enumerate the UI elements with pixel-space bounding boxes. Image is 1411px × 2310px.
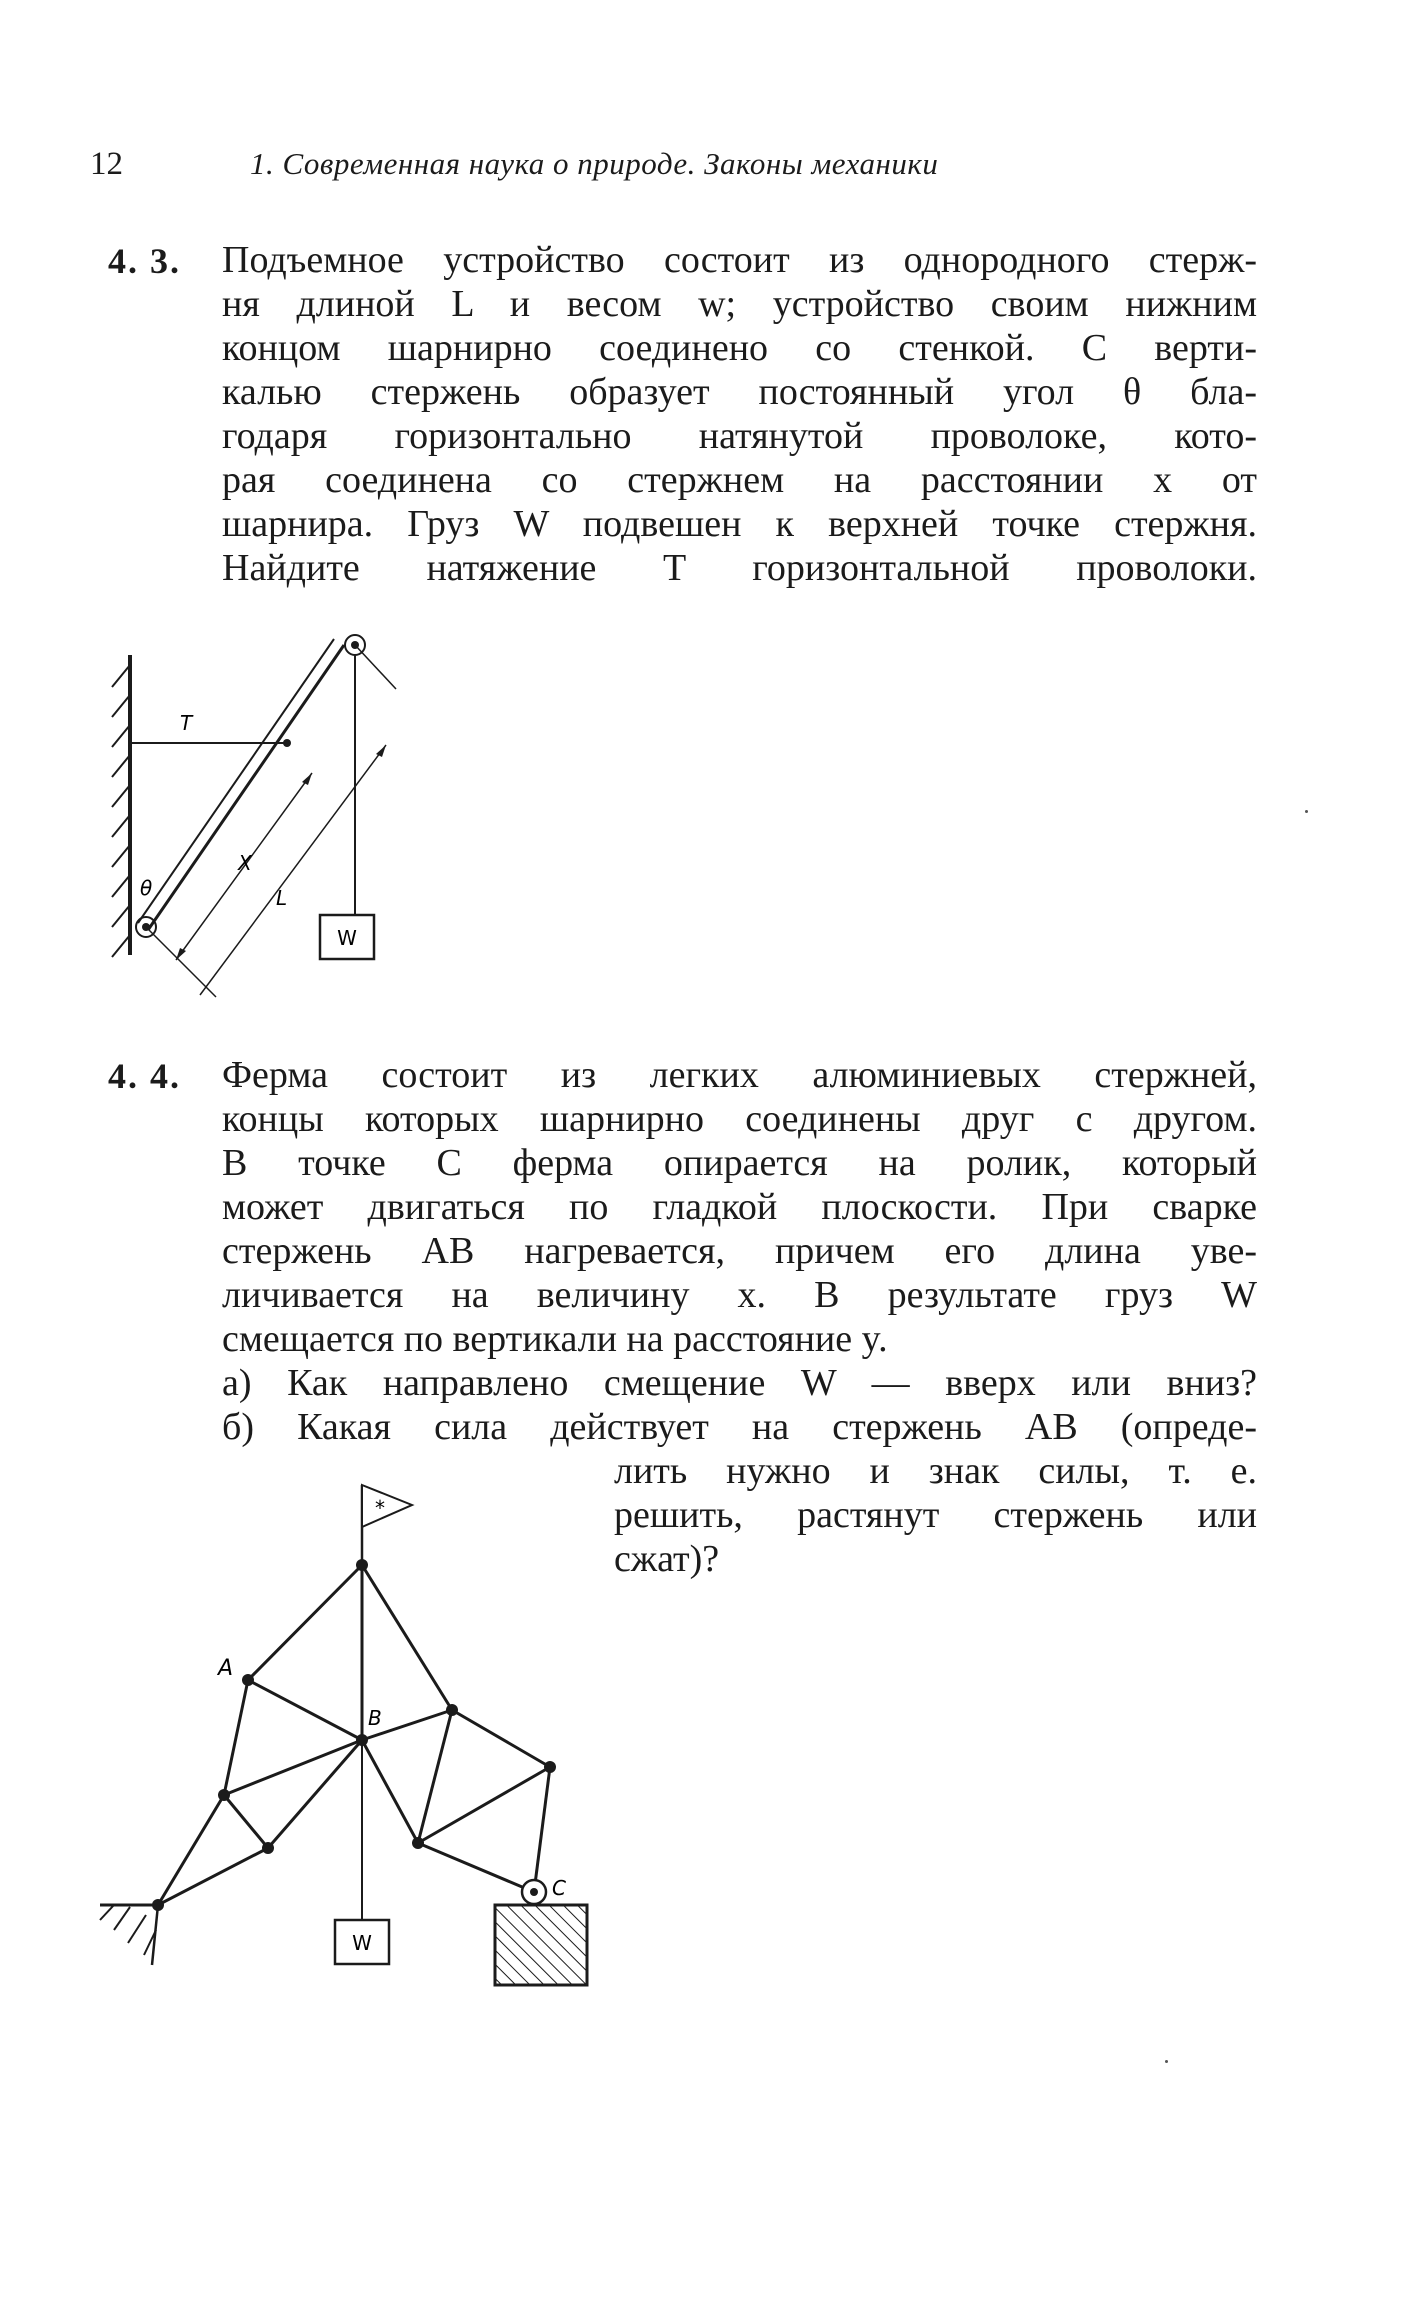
label-C: C	[552, 1876, 566, 1900]
question-b-line: лить нужно и знак силы, т. е.	[614, 1450, 1257, 1492]
problem-4-3-line: калью стержень образует постоянный угол θ бла-	[222, 371, 1257, 413]
print-speck	[1165, 2060, 1168, 2063]
problem-4-3-line: рая соединена со стержнем на расстоянии x от	[222, 459, 1257, 501]
label-W: W	[352, 1931, 372, 1955]
label-x: X	[238, 851, 252, 875]
flag	[362, 1485, 412, 1527]
page-number: 12	[90, 146, 123, 182]
problem-number-4-3: 4. 3.	[108, 241, 181, 281]
problem-4-3-line: Найдите натяжение T горизонтальной проволоки.	[222, 547, 1257, 589]
problem-4-4-line: концы которых шарнирно соединены друг с другом.	[222, 1098, 1257, 1140]
label-L: L	[276, 886, 288, 910]
label-A: A	[218, 1656, 234, 1681]
truss-members	[158, 1565, 550, 1905]
question-b: б) Какая сила действует на стержень AB (опреде-	[222, 1406, 1257, 1448]
support-block	[495, 1905, 587, 1985]
extension-line-top	[355, 645, 396, 689]
label-B: B	[368, 1706, 382, 1730]
problem-4-3-line: Подъемное устройство состоит из однородного стерж-	[222, 239, 1257, 281]
problem-4-3-line: годаря горизонтально натянутой проволоке, кото-	[222, 415, 1257, 457]
problem-4-3-line: шарнира. Груз W подвешен к верхней точке стержня.	[222, 503, 1257, 545]
wall-hatching	[112, 665, 130, 957]
arrow-x-top	[302, 773, 312, 785]
question-b-line: сжат)?	[614, 1538, 720, 1580]
problem-4-4-line: стержень AB нагревается, причем его длина уве-	[222, 1230, 1257, 1272]
figure-truss	[90, 1475, 610, 2035]
question-a: а) Как направлено смещение W — вверх или вниз?	[222, 1362, 1257, 1404]
support-hatching	[100, 1905, 156, 1955]
problem-4-4-line: личивается на величину x. В результате груз W	[222, 1274, 1257, 1316]
roller-center	[530, 1888, 538, 1896]
extension-line-bottom	[146, 927, 216, 997]
print-speck	[1305, 810, 1308, 813]
problem-4-4-line: Ферма состоит из легких алюминиевых стержней,	[222, 1054, 1257, 1096]
label-T: T	[180, 711, 193, 735]
problem-4-4-line: В точке C ферма опирается на ролик, который	[222, 1142, 1257, 1184]
wire-attachment-point	[283, 739, 291, 747]
question-b-line: решить, растянут стержень или	[614, 1494, 1257, 1536]
running-header: 1. Современная наука о природе. Законы механики	[250, 146, 939, 181]
flag-mark: *	[375, 1496, 385, 1520]
label-W: W	[337, 926, 357, 950]
rod	[148, 645, 344, 930]
problem-4-3-line: концом шарнирно соединено со стенкой. С верти-	[222, 327, 1257, 369]
label-theta: θ	[140, 876, 153, 900]
problem-4-3-line: ня длиной L и весом w; устройство своим нижним	[222, 283, 1257, 325]
problem-4-4-line: может двигаться по гладкой плоскости. При сварке	[222, 1186, 1257, 1228]
problem-4-4-line: смещается по вертикали на расстояние y.	[222, 1318, 888, 1360]
figure-lifting-rod	[90, 625, 470, 1005]
problem-number-4-4: 4. 4.	[108, 1056, 181, 1096]
